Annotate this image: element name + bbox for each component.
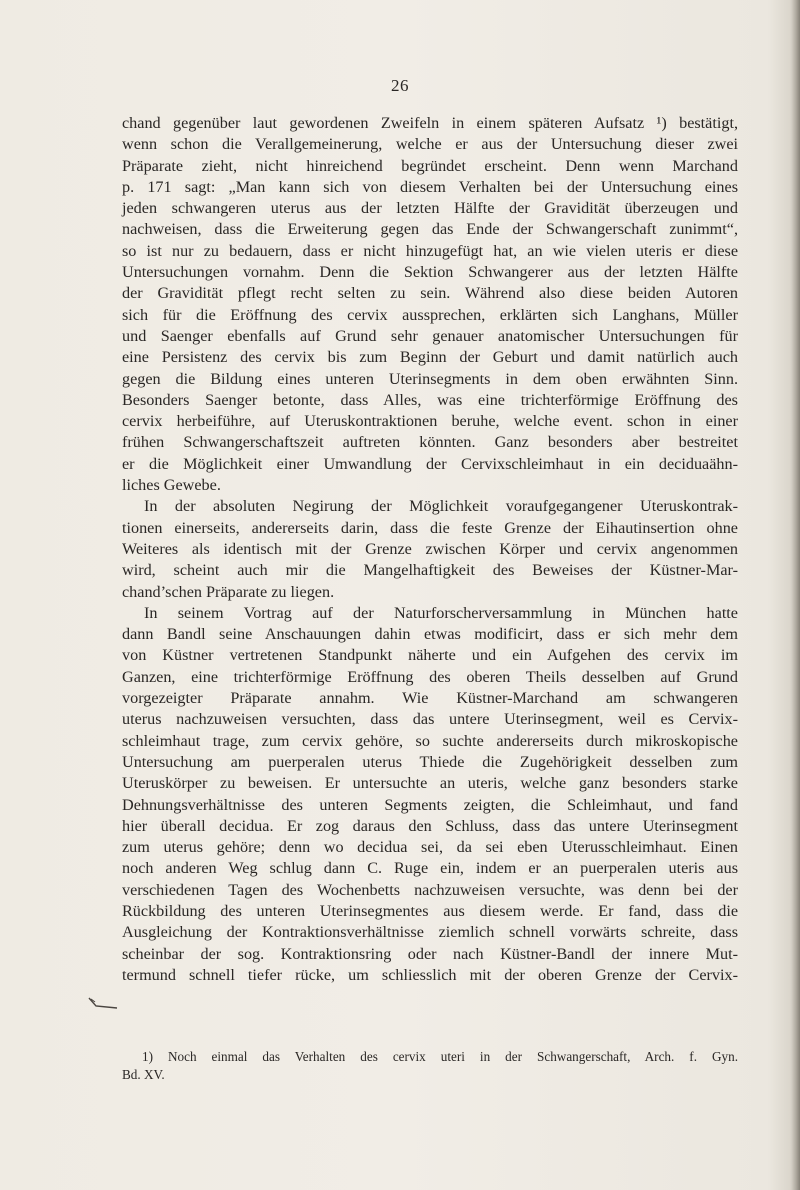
footnote	[122, 1048, 738, 1083]
page-number: 26	[391, 76, 409, 95]
text-line: so ist nur zu bedauern, dass er nicht hinzugefügt hat, an wie vielen uteris er diese	[122, 241, 738, 260]
text-line: Ausgleichung der Kontraktionsverhältnisse ziemlich schnell vorwärts schreite, dass	[122, 923, 738, 942]
text-line: und Saenger ebenfalls auf Grund sehr genauer anatomischer Untersuchungen für	[122, 326, 738, 345]
text-line: der Gravidität pflegt recht selten zu sein. Während also diese beiden Autoren	[122, 284, 738, 303]
text-line: wenn schon die Verallgemeinerung, welche er aus der Untersuchung dieser zwei	[122, 135, 738, 154]
text-line: gegen die Bildung eines unteren Uterinsegments in dem oben erwähnten Sinn.	[122, 369, 738, 388]
text-line: tionen einerseits, andererseits darin, dass die feste Grenze der Eihautinsertion ohne	[122, 518, 738, 537]
text-line: Rückbildung des unteren Uterinsegmentes aus diesem werde. Er fand, dass die	[122, 901, 738, 920]
text-line: Weiteres als identisch mit der Grenze zwischen Körper und cervix angenommen	[122, 539, 738, 558]
text-line: cervix herbeiführe, auf Uteruskontraktionen beruhe, welche event. schon in einer	[122, 412, 738, 431]
text-line: Uteruskörper zu beweisen. Er untersuchte an uteris, welche ganz besonders starke	[122, 774, 738, 793]
text-line: frühen Schwangerschaftszeit auftreten könnten. Ganz besonders aber bestreitet	[122, 433, 738, 452]
footnote-line: 1) Noch einmal das Verhalten des cervix uteri in der Schwangerschaft, Arch. f. Gyn.	[142, 1049, 738, 1064]
text-line: von Küstner vertretenen Standpunkt näherte und ein Aufgehen des cervix im	[122, 646, 738, 665]
text-line: liches Gewebe.	[122, 476, 221, 495]
text-line: eine Persistenz des cervix bis zum Beginn der Geburt und damit natürlich auch	[122, 348, 738, 367]
text-line: chand gegenüber laut gewordenen Zweifeln in einem späteren Aufsatz ¹) bestätigt,	[122, 114, 738, 132]
text-line: er die Möglichkeit einer Umwandlung der Cervixschleimhaut in ein deciduaähn-	[122, 454, 738, 473]
text-line: chand’schen Präparate zu liegen.	[122, 582, 335, 601]
text-line: hier überall decidua. Er zog daraus den Schluss, dass das untere Uterinsegment	[122, 816, 738, 835]
text-line: Untersuchungen vornahm. Denn die Sektion Schwangerer aus der letzten Hälfte	[122, 263, 738, 282]
text-line: Präparate zieht, nicht hinreichend begründet erscheint. Denn wenn Marchand	[122, 156, 738, 175]
text-line: wird, scheint auch mir die Mangelhaftigkeit des Beweises der Küstner-Mar-	[122, 561, 738, 580]
text-line: sich für die Eröffnung des cervix aussprechen, erklärten sich Langhans, Müller	[122, 305, 738, 324]
text-line: In seinem Vortrag auf der Naturforscherversammlung in München hatte	[144, 603, 738, 622]
body-text	[122, 113, 738, 986]
text-line: Besonders Saenger betonte, dass Alles, was eine trichterförmige Eröffnung des	[122, 390, 738, 409]
text-line: Ganzen, eine trichterförmige Eröffnung des oberen Theils desselben auf Grund	[122, 667, 738, 686]
text-line: zum uterus gehöre; denn wo decidua sei, da sei eben Uterusschleimhaut. Einen	[122, 838, 738, 857]
text-line: p. 171 sagt: „Man kann sich von diesem Verhalten bei der Untersuchung eines	[122, 177, 738, 196]
text-line: uterus nachzuweisen versuchten, dass das untere Uterinsegment, weil es Cervix-	[122, 710, 738, 729]
text-line: verschiedenen Tagen des Wochenbetts nachzuweisen versuchte, was denn bei der	[122, 880, 738, 899]
text-line: dann Bandl seine Anschauungen dahin etwas modificirt, dass er sich mehr dem	[122, 625, 738, 644]
pencil-margin-mark	[87, 996, 119, 1010]
text-line: jeden schwangeren uterus aus der letzten Hälfte der Gravidität überzeugen und	[122, 199, 738, 218]
text-line: noch anderen Weg schlug dann C. Ruge ein, indem er an puerperalen uteris aus	[122, 859, 738, 878]
footnote-line: Bd. XV.	[122, 1066, 165, 1082]
text-line: In der absoluten Negirung der Möglichkeit voraufgegangener Uteruskontrak-	[144, 497, 738, 516]
text-line: scheinbar der sog. Kontraktionsring oder nach Küstner-Bandl der innere Mut-	[122, 944, 738, 963]
text-line: schleimhaut trage, zum cervix gehöre, so suchte andererseits durch mikroskopische	[122, 731, 738, 750]
text-line: termund schnell tiefer rücke, um schliesslich mit der oberen Grenze der Cervix-	[122, 965, 738, 984]
text-line: Dehnungsverhältnisse des unteren Segments zeigten, die Schleimhaut, und fand	[122, 795, 738, 814]
text-line: vorgezeigter Präparate annahm. Wie Küstner-Marchand am schwangeren	[122, 689, 738, 708]
text-line: nachweisen, dass die Erweiterung gegen das Ende der Schwangerschaft zunimmt“,	[122, 220, 738, 239]
page-edge-shadow	[790, 0, 800, 1190]
text-line: Untersuchung am puerperalen uterus Thiede die Zugehörigkeit desselben zum	[122, 752, 738, 771]
